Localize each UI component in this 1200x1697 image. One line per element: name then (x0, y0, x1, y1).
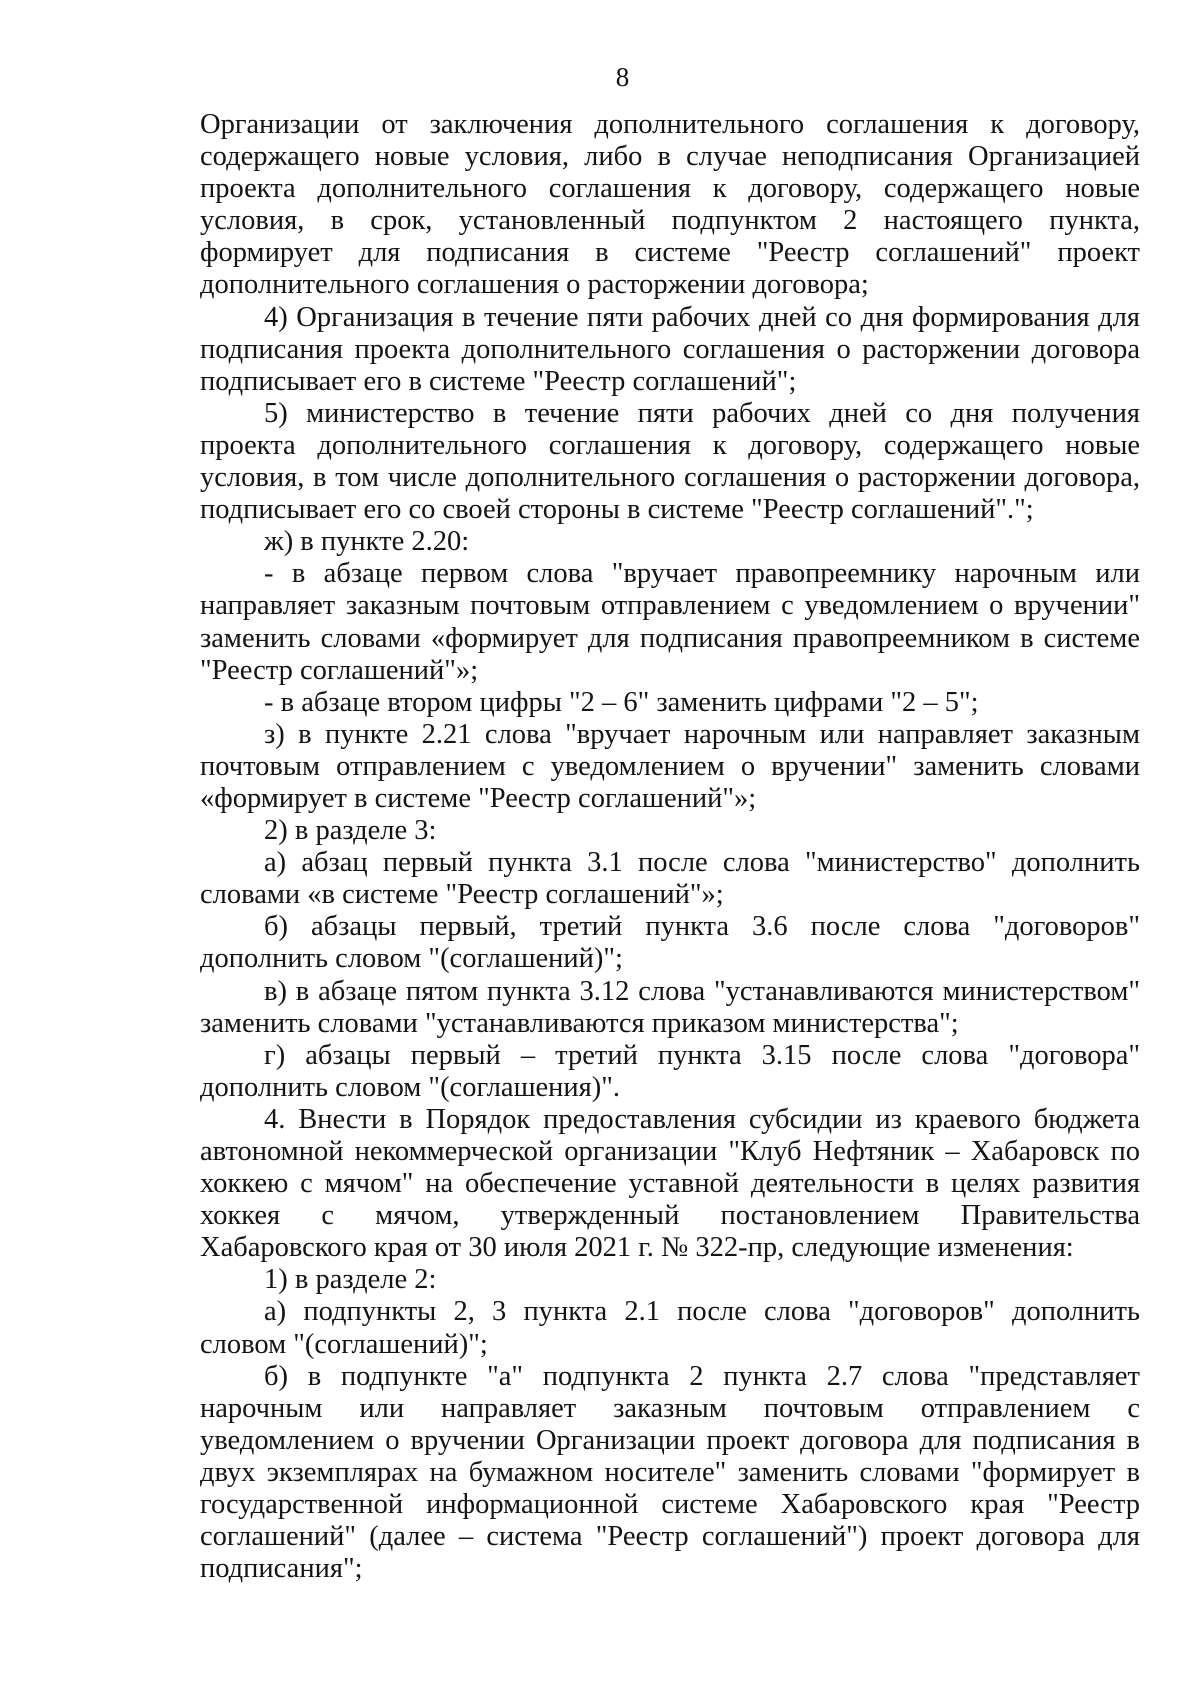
paragraph: 5) министерство в течение пяти рабочих дней со дня получения проекта дополнительного соглашения к договору, содержащего новые условия, в том числе дополнительного соглашения о расторжении договора, подписывает его со своей стороны в системе "Реестр соглашений"."; (200, 397, 1140, 526)
paragraph: а) абзац первый пункта 3.1 после слова "министерство" дополнить словами «в системе "Реестр соглашений"»; (200, 847, 1140, 911)
paragraph: - в абзаце первом слова "вручает правопреемнику нарочным или направляет заказным почтовым отправлением с уведомлением о вручении" заменить словами «формирует для подписания правопреемником в системе "Реестр соглашений"»; (200, 558, 1140, 686)
paragraph: а) подпункты 2, 3 пункта 2.1 после слова "договоров" дополнить словом "(соглашений)"; (200, 1296, 1140, 1360)
paragraph: 4) Организация в течение пяти рабочих дней со дня формирования для подписания проекта дополнительного соглашения о расторжении договора подписывает его в системе "Реестр соглашений"; (200, 301, 1140, 397)
paragraph: в) в абзаце пятом пункта 3.12 слова "устанавливаются министерством" заменить словами "устанавливаются приказом министерства"; (200, 975, 1140, 1039)
paragraph: Организации от заключения дополнительного соглашения к договору, содержащего новые условия, либо в случае неподписания Организацией проекта дополнительного соглашения к договору, содержащего новые условия, в срок, установленный подпунктом 2 настоящего пункта, формирует для подписания в системе "Реестр соглашений" проект дополнительного соглашения о расторжении договора; (200, 109, 1140, 301)
paragraph: б) в подпункте "а" подпункта 2 пункта 2.7 слова "представляет нарочным или направляет заказным почтовым отправлением с уведомлением о вручении Организации проект договора для подписания в двух экземплярах на бумажном носителе" заменить словами "формирует в государственной информационной системе Хабаровского края "Реестр соглашений" (далее – система "Реестр соглашений") проект договора для подписания"; (200, 1360, 1140, 1585)
paragraph: 1) в разделе 2: (264, 1264, 437, 1296)
paragraph: - в абзаце втором цифры "2 – 6" заменить цифрами "2 – 5"; (264, 686, 979, 718)
paragraph: ж) в пункте 2.20: (264, 526, 470, 558)
document-body (200, 109, 1140, 1585)
paragraph: б) абзацы первый, третий пункта 3.6 после слова "договоров" дополнить словом "(соглашений)"; (200, 911, 1140, 975)
page-number: 8 (615, 62, 630, 92)
paragraph: г) абзацы первый – третий пункта 3.15 после слова "договора" дополнить словом "(соглашения)". (200, 1039, 1140, 1103)
paragraph: з) в пункте 2.21 слова "вручает нарочным или направляет заказным почтовым отправлением с уведомлением о вручении" заменить словами «формирует в системе "Реестр соглашений"»; (200, 718, 1140, 814)
paragraph: 2) в разделе 3: (264, 815, 437, 847)
paragraph: 4. Внести в Порядок предоставления субсидии из краевого бюджета автономной некоммерческой организации "Клуб Нефтяник – Хабаровск по хоккею с мячом" на обеспечение уставной деятельности в целях развития хоккея с мячом, утвержденный постановлением Правительства Хабаровского края от 30 июля 2021 г. № 322-пр, следующие изменения: (200, 1103, 1140, 1264)
